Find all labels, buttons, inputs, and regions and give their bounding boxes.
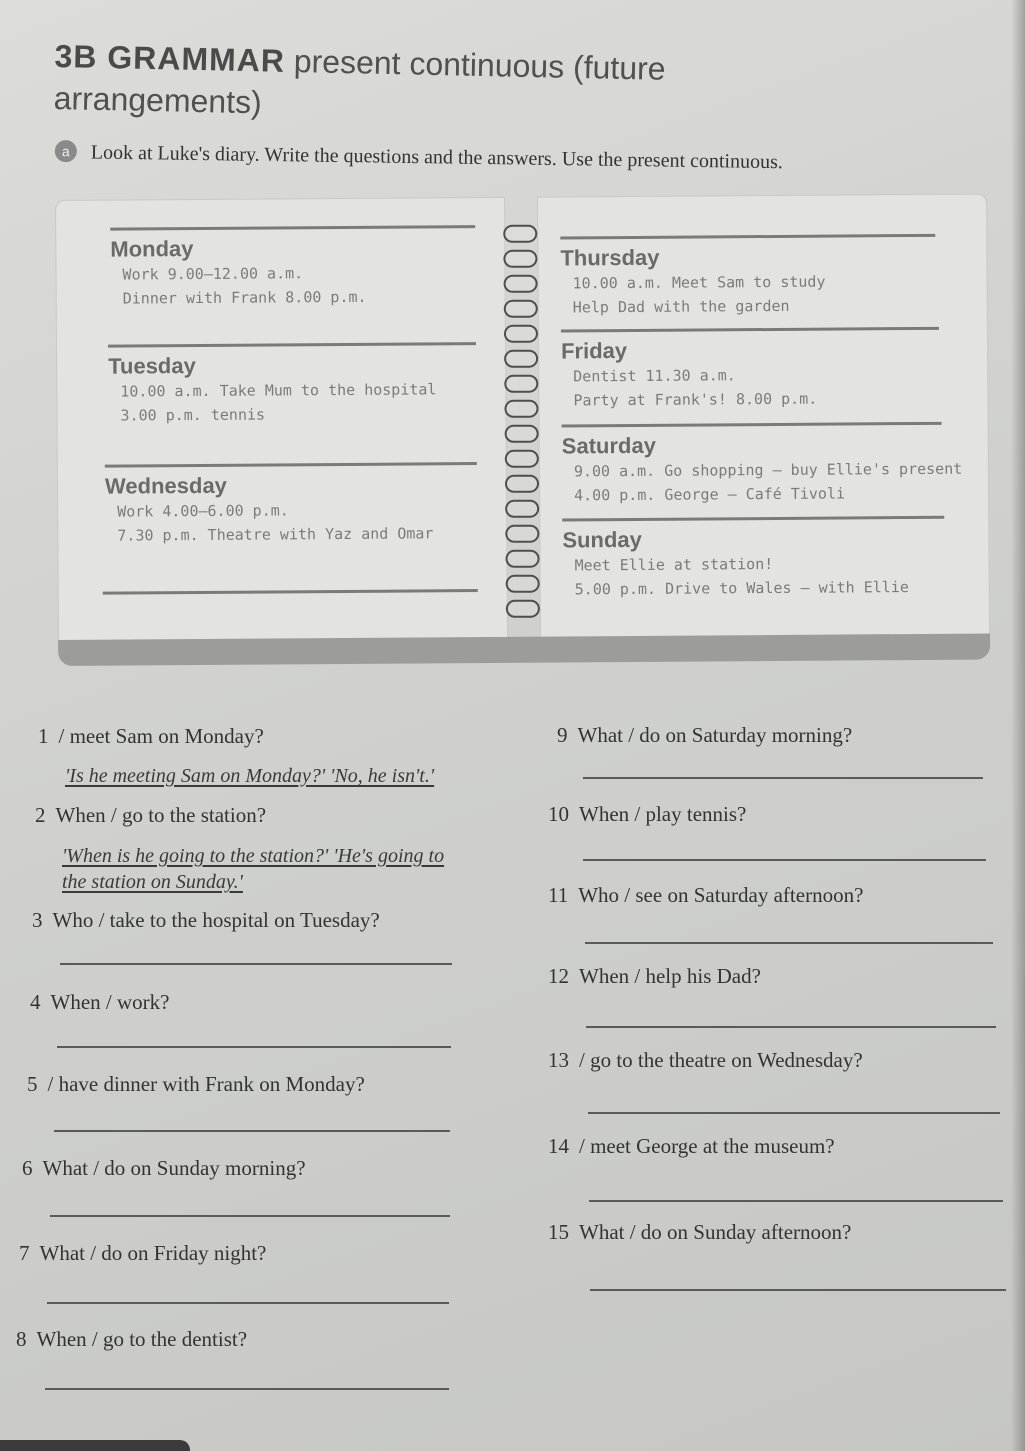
diary-day-saturday	[561, 422, 963, 508]
diary-entry: 10.00 a.m. Meet Sam to study	[572, 272, 826, 293]
diary-day-tuesday	[108, 342, 477, 428]
question-text: / meet Sam on Monday?	[58, 724, 264, 748]
answer-line-6[interactable]	[50, 1215, 450, 1217]
question-10	[548, 802, 746, 827]
spiral-ring	[505, 425, 539, 443]
diary-entry: Help Dad with the garden	[572, 296, 790, 317]
spiral-ring	[504, 300, 538, 318]
answer-line-3[interactable]	[60, 963, 452, 965]
diary-day-sunday	[562, 516, 945, 602]
question-text: When / work?	[50, 990, 170, 1014]
question-4	[30, 990, 169, 1015]
question-number: 10	[548, 802, 569, 826]
question-14	[548, 1134, 835, 1159]
spiral-ring	[504, 400, 538, 418]
question-text: What / do on Saturday morning?	[577, 723, 853, 747]
spiral-ring	[505, 450, 539, 468]
question-13	[548, 1048, 863, 1073]
answer-line-8[interactable]	[45, 1388, 449, 1390]
diary-entry: 10.00 a.m. Take Mum to the hospital	[120, 380, 437, 401]
question-text: / go to the theatre on Wednesday?	[579, 1048, 863, 1072]
spiral-ring	[505, 475, 539, 493]
question-text: Who / see on Saturday afternoon?	[578, 883, 864, 907]
answer-line-11[interactable]	[585, 942, 993, 944]
diary-entry: Dinner with Frank 8.00 p.m.	[122, 287, 367, 308]
question-number: 14	[548, 1134, 569, 1158]
diary-entry: 3.00 p.m. tennis	[120, 405, 266, 425]
question-11	[548, 883, 863, 908]
diary-entry: Meet Ellie at station!	[574, 554, 774, 575]
page-edge-shadow	[1011, 0, 1025, 1451]
spiral-ring	[505, 525, 539, 543]
question-text: When / play tennis?	[579, 802, 747, 826]
question-text: / meet George at the museum?	[579, 1134, 835, 1158]
diary-entry: 5.00 p.m. Drive to Wales – with Ellie	[574, 578, 909, 599]
question-number: 11	[548, 883, 569, 907]
answer-line-13[interactable]	[588, 1112, 1000, 1114]
spiral-ring	[504, 350, 538, 368]
question-number: 8	[16, 1327, 27, 1351]
diary-day-thursday	[560, 234, 936, 320]
question-number: 3	[32, 908, 43, 932]
question-text: When / go to the station?	[55, 803, 267, 827]
question-number: 12	[548, 964, 569, 988]
question-7	[19, 1241, 266, 1266]
spiral-ring	[504, 375, 538, 393]
question-8	[16, 1327, 247, 1352]
answer-2-line-1: 'When is he going to the station?' 'He's going to	[62, 845, 445, 867]
diary-entry: Party at Frank's! 8.00 p.m.	[573, 389, 818, 410]
diary-entry: 4.00 p.m. George – Café Tivoli	[574, 484, 846, 505]
question-1	[38, 724, 264, 749]
spiral-ring	[505, 550, 539, 568]
question-number: 13	[548, 1048, 569, 1072]
section-title: present continuous (future arrangements)	[53, 43, 666, 121]
answer-2-line-2: the station on Sunday.'	[62, 871, 243, 893]
answer-line-7[interactable]	[47, 1302, 449, 1304]
question-5	[27, 1072, 365, 1097]
answer-line-9[interactable]	[583, 777, 983, 779]
answer-line-5[interactable]	[54, 1130, 450, 1132]
question-number: 4	[30, 990, 41, 1014]
instruction-text: Look at Luke's diary. Write the questions and the answers. Use the present continuous.	[90, 141, 784, 174]
diary-spiral-binding	[495, 225, 548, 645]
day-name: Wednesday	[104, 472, 227, 499]
question-text: Who / take to the hospital on Tuesday?	[52, 908, 380, 932]
spiral-ring	[506, 600, 540, 618]
diary-entry: 9.00 a.m. Go shopping – buy Ellie's present	[573, 459, 963, 481]
section-code: 3B GRAMMAR	[54, 37, 286, 79]
answer-line-14[interactable]	[589, 1200, 1003, 1202]
diary-entry: 7.30 p.m. Theatre with Yaz and Omar	[117, 524, 434, 545]
question-number: 6	[22, 1156, 33, 1180]
spiral-ring	[505, 500, 539, 518]
question-number: 9	[557, 723, 568, 747]
page-title	[53, 35, 775, 134]
exercise-instruction	[55, 140, 935, 176]
answer-line-4[interactable]	[57, 1046, 451, 1048]
diary-day-wednesday	[105, 462, 478, 548]
question-number: 15	[548, 1220, 569, 1244]
spiral-ring	[504, 325, 538, 343]
question-text: What / do on Friday night?	[39, 1241, 267, 1265]
diary-day-monday	[110, 225, 476, 311]
day-name: Tuesday	[108, 353, 196, 379]
answer-line-12[interactable]	[586, 1026, 996, 1028]
diary	[55, 193, 993, 670]
question-12	[548, 964, 761, 989]
day-name: Friday	[560, 338, 628, 364]
question-text: When / go to the dentist?	[36, 1327, 248, 1351]
question-number: 5	[27, 1072, 38, 1096]
page-bottom-tab	[0, 1440, 190, 1451]
answer-1: 'Is he meeting Sam on Monday?' 'No, he isn't.'	[65, 765, 435, 787]
question-text: When / help his Dad?	[579, 964, 761, 988]
question-number: 7	[19, 1241, 30, 1265]
question-number: 2	[35, 803, 46, 827]
day-name: Monday	[110, 236, 194, 262]
question-number: 1	[38, 724, 49, 748]
diary-entry: Work 4.00–6.00 p.m.	[117, 501, 289, 521]
question-9	[557, 723, 852, 748]
question-text: What / do on Sunday afternoon?	[579, 1220, 852, 1244]
answer-line-10[interactable]	[583, 859, 986, 861]
question-2	[35, 803, 266, 828]
question-15	[548, 1220, 851, 1245]
spiral-ring	[503, 250, 537, 268]
day-name: Thursday	[560, 244, 660, 271]
spiral-ring	[504, 275, 538, 293]
answer-line-15[interactable]	[590, 1289, 1006, 1291]
spiral-ring	[506, 575, 540, 593]
diary-entry: Work 9.00–12.00 a.m.	[122, 264, 304, 284]
question-3	[32, 908, 380, 933]
question-6	[22, 1156, 306, 1181]
day-name: Sunday	[562, 526, 642, 553]
diary-day-friday	[561, 327, 940, 413]
spiral-ring	[503, 225, 537, 243]
diary-entry: Dentist 11.30 a.m.	[573, 366, 736, 386]
question-text: / have dinner with Frank on Monday?	[47, 1072, 365, 1096]
day-name: Saturday	[561, 432, 656, 459]
exercise-letter-badge: a	[55, 140, 77, 162]
question-text: What / do on Sunday morning?	[42, 1156, 306, 1180]
